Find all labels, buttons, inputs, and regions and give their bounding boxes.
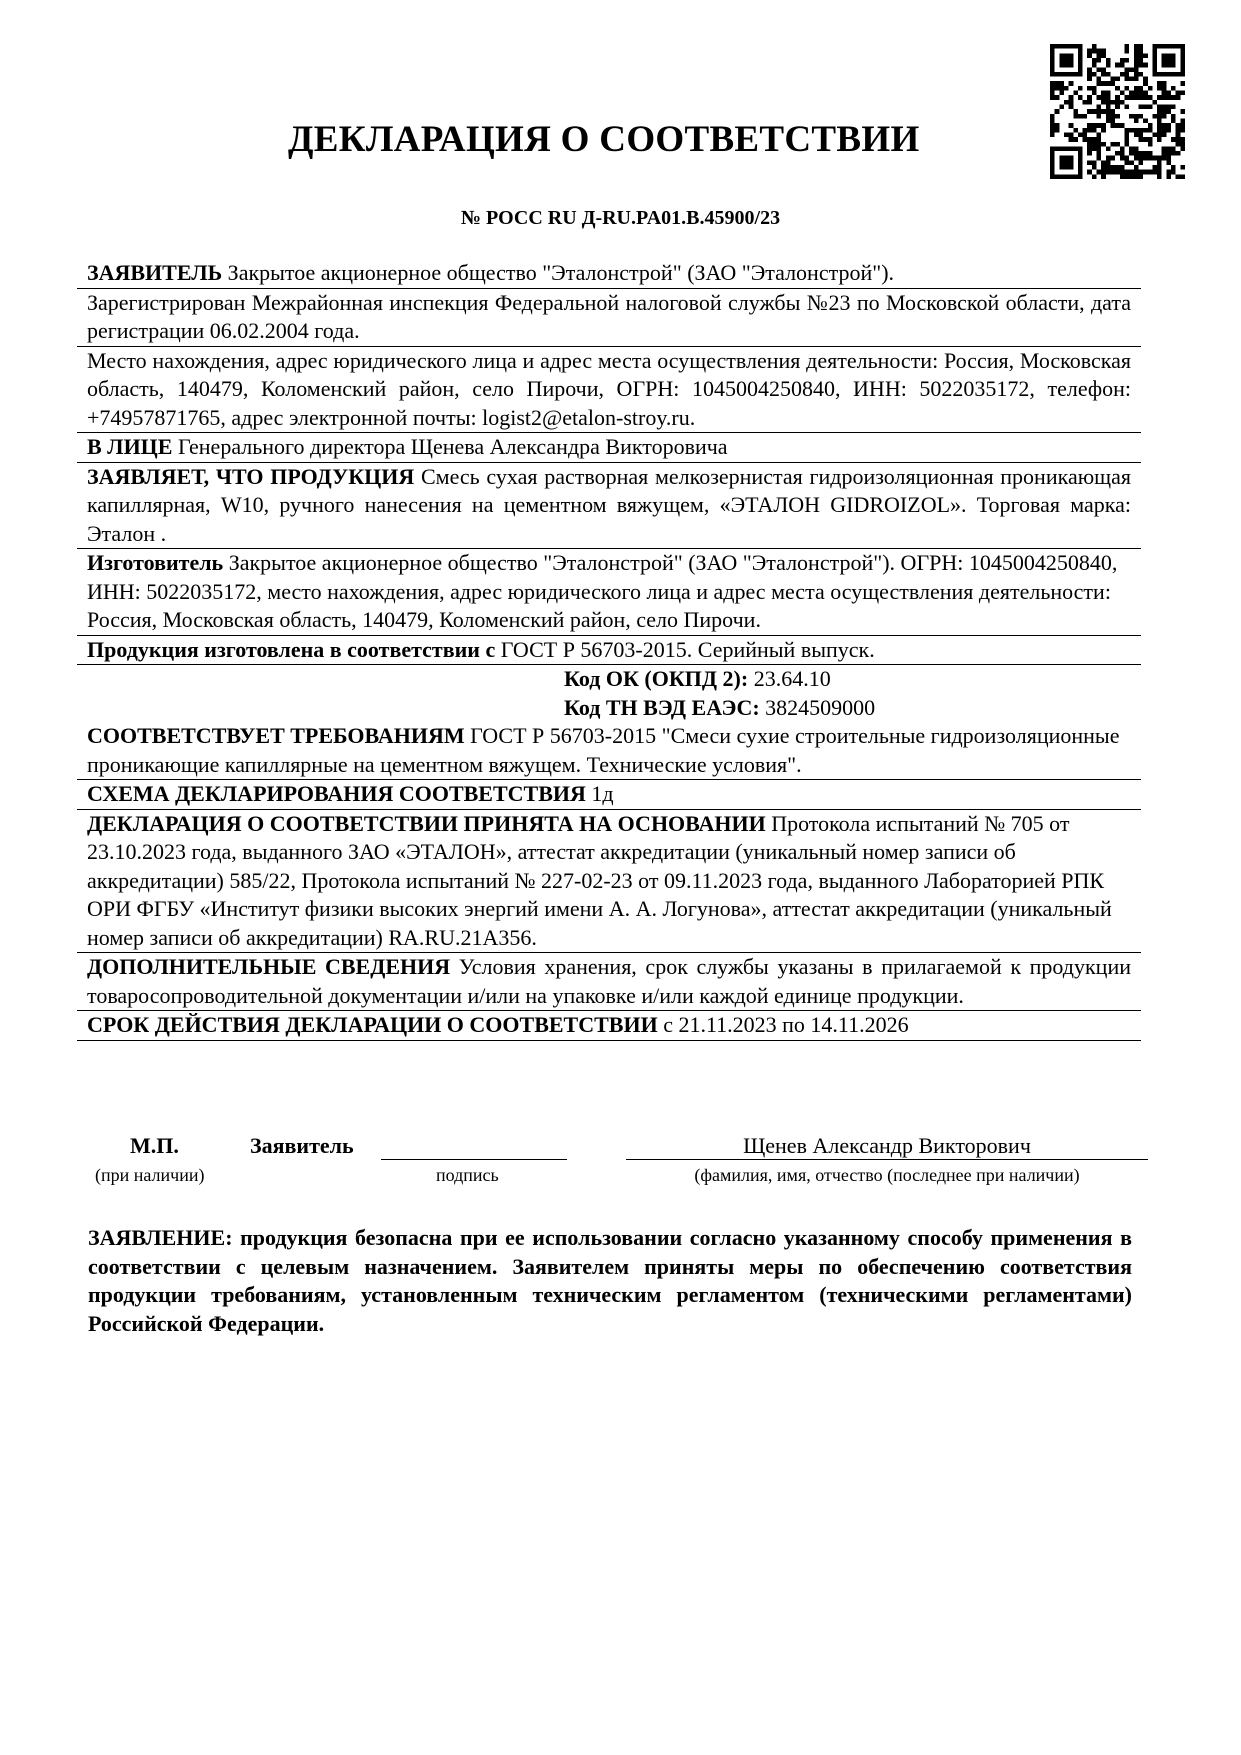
basis-section — [77, 810, 1141, 954]
declaration-body — [77, 259, 1141, 1041]
signature-block — [0, 1133, 1241, 1193]
declaration-number: № РОСС RU Д-RU.PA01.B.45900/23 — [460, 207, 781, 229]
applicant-text: Закрытое акционерное общество "Эталонстрой" (ЗАО "Эталонстрой"). — [222, 260, 895, 285]
document-title: ДЕКЛАРАЦИЯ О СООТВЕТСТВИИ — [288, 119, 920, 160]
manufacturer-label: Изготовитель — [87, 550, 224, 575]
seal-label: М.П. — [130, 1133, 179, 1158]
scheme-section — [77, 780, 1141, 810]
additional-text: Условия хранения, срок службы указаны в прилагаемой к продукции товаросопроводительной документации и/или на упаковке и/или каждой единице продукции. — [87, 954, 1131, 1008]
person-section — [77, 433, 1141, 463]
produced-section — [77, 636, 1141, 666]
tnved-label: Код ТН ВЭД ЕАЭС: — [564, 694, 760, 720]
applicant-section — [77, 259, 1141, 289]
signature-applicant-label: Заявитель — [250, 1133, 354, 1158]
okpd-value: 23.64.10 — [748, 666, 831, 691]
manufacturer-text: Закрытое акционерное общество "Эталонстрой" (ЗАО "Эталонстрой"). ОГРН: 1045004250840, ИНН: 5022035172, место нахождения, адрес юридического лица и адрес места осуществления деятельности: Россия, Московская область, 140479, Коломенский район, село Пирочи. — [87, 550, 1118, 632]
person-label: В ЛИЦЕ — [87, 434, 173, 459]
okpd-label: Код ОК (ОКПД 2): — [564, 666, 749, 691]
scheme-text: 1д — [585, 781, 614, 806]
validity-text: с 21.11.2023 по 14.11.2026 — [657, 1012, 909, 1037]
safety-statement: ЗАЯВЛЕНИЕ: продукция безопасна при ее использовании согласно указанному способу применения в соответствии с целевым назначением. Заявителем приняты меры по обеспечению соответствия продукции требованиям, установленным техническим регламентом (техническими регламентами) Российской Федерации. — [88, 1225, 1132, 1336]
location-text: Место нахождения, адрес юридического лица и адрес места осуществления деятельности: Россия, Московская область, 140479, Коломенский район, село Пирочи, ОГРН: 1045004250840, ИНН: 5022035172, телефон: +74957871765, адрес электронной почты: logist2@etalon-stroy.ru. — [87, 347, 1131, 430]
registration-section — [77, 289, 1141, 347]
produced-text: ГОСТ Р 56703-2015. Серийный выпуск. — [495, 636, 875, 662]
product-text: Смесь сухая растворная мелкозернистая гидроизоляционная проникающая капиллярная, W10, ручного нанесения на цементном вяжущем, «ЭТАЛОН GIDROIZOL». Торговая марка: Эталон . — [87, 463, 1131, 546]
basis-label: ДЕКЛАРАЦИЯ О СООТВЕТСТВИИ ПРИНЯТА НА ОСНОВАНИИ — [87, 810, 766, 836]
conforms-section — [77, 722, 1141, 780]
location-section — [77, 347, 1141, 434]
scheme-label: СХЕМА ДЕКЛАРИРОВАНИЯ СООТВЕТСТВИЯ — [87, 781, 586, 806]
conforms-text: ГОСТ Р 56703-2015 "Смеси сухие строительные гидроизоляционные проникающие капиллярные на цементном вяжущем. Технические условия". — [87, 723, 1120, 777]
basis-text: Протокола испытаний № 705 от 23.10.2023 года, выданного ЗАО «ЭТАЛОН», аттестат аккредитации (уникальный номер записи об аккредитации) 585/22, Протокола испытаний № 227-02-23 от 09.11.2023 года, выданного Лабораторией РПК ОРИ ФГБУ «Институт физики высоких энергий имени А. А. Логунова», аттестат аккредитации (уникальный номер записи об аккредитации) RA.RU.21A356. — [87, 810, 1112, 950]
additional-label: ДОПОЛНИТЕЛЬНЫЕ СВЕДЕНИЯ — [87, 954, 451, 979]
person-text: Генерального директора Щенева Александра Викторовича — [172, 434, 728, 459]
applicant-label: ЗАЯВИТЕЛЬ — [87, 260, 223, 285]
tnved-code — [77, 694, 1141, 723]
produced-label: Продукция изготовлена в соответствии с — [87, 636, 496, 662]
signature-line — [381, 1159, 567, 1160]
validity-label: СРОК ДЕЙСТВИЯ ДЕКЛАРАЦИИ О СООТВЕТСТВИИ — [87, 1012, 658, 1037]
okpd-code — [77, 665, 1141, 694]
validity-section — [77, 1011, 1141, 1041]
conforms-label: СООТВЕТСТВУЕТ ТРЕБОВАНИЯМ — [87, 723, 465, 748]
manufacturer-section — [77, 549, 1141, 636]
tnved-value: 3824509000 — [759, 694, 876, 720]
signature-note: подпись — [436, 1165, 499, 1185]
signatory-name-note: (фамилия, имя, отчество (последнее при наличии) — [694, 1165, 1080, 1185]
seal-note: (при наличии) — [95, 1165, 205, 1185]
product-section — [77, 463, 1141, 550]
signatory-name: Щенев Александр Викторович — [626, 1133, 1148, 1160]
registration-text: Зарегистрирован Межрайонная инспекция Федеральной налоговой службы №23 по Московской области, дата регистрации 06.02.2004 года. — [87, 289, 1131, 343]
additional-section — [77, 953, 1141, 1011]
product-label: ЗАЯВЛЯЕТ, ЧТО ПРОДУКЦИЯ — [87, 463, 415, 489]
